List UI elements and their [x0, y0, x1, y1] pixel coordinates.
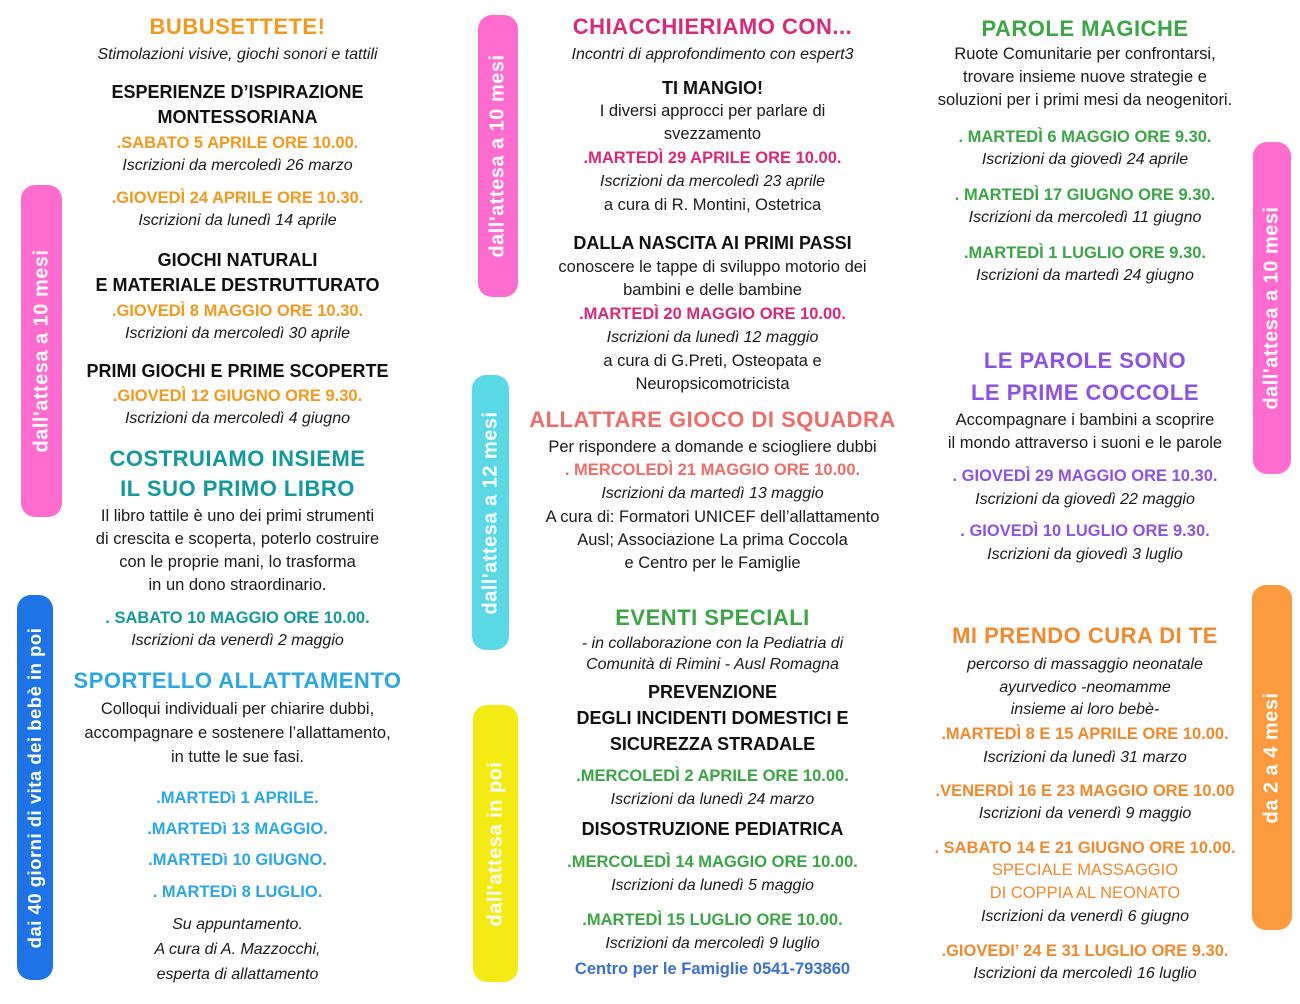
- section-subtitle: Comunità di Rimini - Ausl Romagna: [586, 656, 839, 673]
- event-date: . GIOVEDÌ 29 MAGGIO ORE 10.30.: [952, 467, 1218, 485]
- section-description: Per rispondere a domande e sciogliere dubbi: [548, 438, 877, 456]
- curator-note: a cura di R. Montini, Ostetrica: [603, 196, 822, 214]
- section-description: soluzioni per i primi mesi da neogenitori.: [937, 91, 1233, 109]
- curator-note: Ausl; Associazione La prima Coccola: [577, 531, 848, 549]
- event-date: .SABATO 5 APRILE ORE 10.00.: [116, 134, 359, 152]
- section-description: ayurvedico -neomamme: [999, 679, 1171, 696]
- registration-note: Iscrizioni da mercoledì 11 giugno: [968, 209, 1202, 226]
- curator-note: e Centro per le Famiglie: [624, 554, 801, 572]
- age-pill-label: dai 40 giorni di vita dei bebè in poi: [24, 627, 45, 948]
- registration-note: Iscrizioni da giovedì 3 luglio: [987, 546, 1183, 563]
- event-description: I diversi approcci per parlare di: [599, 102, 826, 120]
- event-title: DALLA NASCITA AI PRIMI PASSI: [573, 233, 852, 253]
- registration-note: Iscrizioni da venerdì 9 maggio: [978, 805, 1192, 822]
- event-title: DISOSTRUZIONE PEDIATRICA: [581, 819, 844, 839]
- registration-note: Iscrizioni da martedì 24 giugno: [976, 267, 1194, 284]
- curator-note: A cura di: Formatori UNICEF dell’allattamento: [545, 508, 880, 526]
- section-title: COSTRUIAMO INSIEME: [109, 446, 366, 471]
- section-description: Accompagnare i bambini a scoprire: [955, 411, 1215, 429]
- section-subtitle: Incontri di approfondimento con espert3: [571, 46, 854, 63]
- event-title: SICUREZZA STRADALE: [609, 734, 816, 754]
- event-date: .MARTEDÌ 1 LUGLIO ORE 9.30.: [963, 244, 1207, 262]
- section-description: trovare insieme nuove strategie e: [963, 68, 1207, 86]
- section-title: LE PAROLE SONO: [983, 348, 1187, 373]
- section-description: in un dono straordinario.: [148, 576, 327, 594]
- event-title: PRIMI GIOCHI E PRIME SCOPERTE: [86, 361, 389, 381]
- registration-note: Iscrizioni da lunedì 5 maggio: [611, 877, 814, 894]
- event-title: GIOCHI NATURALI: [157, 250, 318, 270]
- event-date: . GIOVEDÌ 10 LUGLIO ORE 9.30.: [960, 522, 1210, 540]
- curator-note: a cura di G.Preti, Osteopata e: [603, 352, 822, 370]
- section-title: IL SUO PRIMO LIBRO: [120, 476, 355, 501]
- curator-note: Neuropsicomotricista: [635, 375, 790, 393]
- age-pill-label: dall'attesa a 10 mesi: [30, 249, 52, 453]
- registration-note: Iscrizioni da mercoledì 4 giugno: [124, 410, 350, 427]
- registration-note: Iscrizioni da lunedì 24 marzo: [610, 791, 815, 808]
- event-description: conoscere le tappe di sviluppo motorio dei: [558, 258, 867, 276]
- event-date: .MARTEDÌ 15 LUGLIO ORE 10.00.: [582, 911, 843, 929]
- section-title: EVENTI SPECIALI: [615, 605, 810, 630]
- event-title: MONTESSORIANA: [157, 107, 318, 127]
- registration-note: Iscrizioni da mercoledì 30 aprile: [125, 325, 350, 342]
- section-title: MI PRENDO CURA DI TE: [952, 623, 1218, 648]
- registration-note: Iscrizioni da venerdì 2 maggio: [131, 632, 344, 649]
- age-pill-label: dall'attesa a 10 mesi: [1260, 206, 1283, 410]
- event-title: E MATERIALE DESTRUTTURATO: [95, 275, 380, 295]
- event-date: .MARTEDÌ 29 APRILE ORE 10.00.: [583, 149, 842, 167]
- section-title: ALLATTARE GIOCO DI SQUADRA: [529, 407, 896, 432]
- appointment-note: A cura di A. Mazzocchi,: [154, 941, 321, 958]
- registration-note: Iscrizioni da lunedì 14 aprile: [138, 212, 337, 229]
- event-date: .MERCOLEDÌ 14 MAGGIO ORE 10.00.: [567, 853, 858, 871]
- event-description: svezzamento: [663, 125, 762, 143]
- age-pill-label: dall'attesa a 12 mesi: [479, 410, 501, 615]
- section-title: CHIACCHIERIAMO CON...: [572, 14, 853, 39]
- event-title: PREVENZIONE: [647, 682, 778, 702]
- registration-note: Iscrizioni da giovedì 22 maggio: [975, 491, 1195, 508]
- section-title: BUBUSETTETE!: [149, 14, 326, 39]
- event-date: .MARTEDÌ 20 MAGGIO ORE 10.00.: [579, 305, 846, 323]
- section-subtitle: - in collaborazione con la Pediatria di: [581, 635, 844, 652]
- section-subtitle: Stimolazioni visive, giochi sonori e tattili: [97, 46, 378, 63]
- event-title: ESPERIENZE D’ISPIRAZIONE: [111, 82, 364, 102]
- event-date: .GIOVEDÌ 8 MAGGIO ORE 10.30.: [111, 302, 364, 320]
- event-description: bambini e delle bambine: [623, 281, 802, 299]
- age-pill-mid-bottom: [473, 705, 518, 982]
- appointment-note: Su appuntamento.: [172, 916, 303, 933]
- section-description: Ruote Comunitarie per confrontarsi,: [954, 45, 1216, 63]
- appointment-note: esperta di allattamento: [156, 966, 319, 983]
- section-title: LE PRIME COCCOLE: [970, 380, 1199, 405]
- section-description: insieme ai loro bebè-: [1010, 701, 1160, 718]
- age-pill-label: dall'attesa a 10 mesi: [486, 54, 509, 258]
- event-title: DEGLI INCIDENTI DOMESTICI E: [576, 708, 849, 728]
- registration-note: Iscrizioni da mercoledì 23 aprile: [600, 173, 825, 190]
- section-description: con le proprie mani, lo trasforma: [119, 553, 356, 571]
- registration-note: Iscrizioni da lunedì 12 maggio: [606, 329, 819, 346]
- event-date: . MARTEDÌ 6 MAGGIO ORE 9.30.: [958, 128, 1212, 146]
- event-date: .MARTEDì 10 GIUGNO.: [148, 851, 327, 869]
- section-description: in tutte le sue fasi.: [171, 748, 304, 766]
- event-date: . SABATO 14 E 21 GIUGNO ORE 10.00.: [934, 839, 1236, 857]
- registration-note: Iscrizioni da mercoledì 16 luglio: [973, 965, 1197, 982]
- registration-note: Iscrizioni da venerdì 6 giugno: [980, 908, 1190, 925]
- registration-note: Iscrizioni da mercoledì 26 marzo: [122, 157, 353, 174]
- contact-line: Centro per le Famiglie 0541-793860: [574, 960, 851, 978]
- registration-note: Iscrizioni da giovedì 24 aprile: [981, 151, 1189, 168]
- event-date: .VENERDÌ 16 E 23 MAGGIO ORE 10.00: [935, 782, 1235, 800]
- age-pill-label: dall'attesa in poi: [484, 761, 506, 926]
- section-title: PAROLE MAGICHE: [981, 16, 1189, 41]
- event-date: .MERCOLEDÌ 2 APRILE ORE 10.00.: [576, 767, 849, 785]
- event-date: . SABATO 10 MAGGIO ORE 10.00.: [105, 609, 370, 627]
- section-description: il mondo attraverso i suoni e le parole: [947, 434, 1223, 452]
- age-pill-mid-top: [478, 15, 518, 297]
- special-note: DI COPPIA AL NEONATO: [989, 884, 1181, 902]
- age-pill-left-bottom: [17, 595, 53, 980]
- event-title: TI MANGIO!: [662, 78, 763, 98]
- event-date: .GIOVEDI’ 24 E 31 LUGLIO ORE 9.30.: [941, 942, 1229, 960]
- section-description: Colloqui individuali per chiarire dubbi,: [100, 700, 375, 718]
- event-date: .MARTEDÌ 8 E 15 APRILE ORE 10.00.: [941, 725, 1229, 743]
- special-note: SPECIALE MASSAGGIO: [991, 861, 1179, 879]
- registration-note: Iscrizioni da lunedì 31 marzo: [983, 749, 1187, 766]
- registration-note: Iscrizioni da martedì 13 maggio: [601, 485, 824, 502]
- section-description: Il libro tattile è uno dei primi strumenti: [100, 507, 375, 525]
- section-description: accompagnare e sostenere l’allattamento,: [84, 724, 391, 742]
- event-date: . MARTEDÌ 17 GIUGNO ORE 9.30.: [954, 186, 1216, 204]
- event-date: . MERCOLEDÌ 21 MAGGIO ORE 10.00.: [564, 461, 861, 479]
- event-date: .MARTEDì 1 APRILE.: [156, 789, 319, 807]
- section-title: SPORTELLO ALLATTAMENTO: [73, 668, 402, 693]
- section-description: percorso di massaggio neonatale: [967, 656, 1203, 673]
- event-date: .GIOVEDÌ 12 GIUGNO ORE 9.30.: [112, 387, 363, 405]
- age-pill-mid-middle: [472, 375, 509, 650]
- registration-note: Iscrizioni da mercoledì 9 luglio: [605, 935, 820, 952]
- age-pill-label: da 2 a 4 mesi: [1260, 691, 1283, 824]
- event-date: .MARTEDì 13 MAGGIO.: [147, 820, 328, 838]
- event-date: . MARTEDì 8 LUGLIO.: [152, 883, 323, 901]
- section-description: di crescita e scoperta, poterlo costruire: [95, 530, 380, 548]
- event-date: .GIOVEDÌ 24 APRILE ORE 10.30.: [111, 189, 364, 207]
